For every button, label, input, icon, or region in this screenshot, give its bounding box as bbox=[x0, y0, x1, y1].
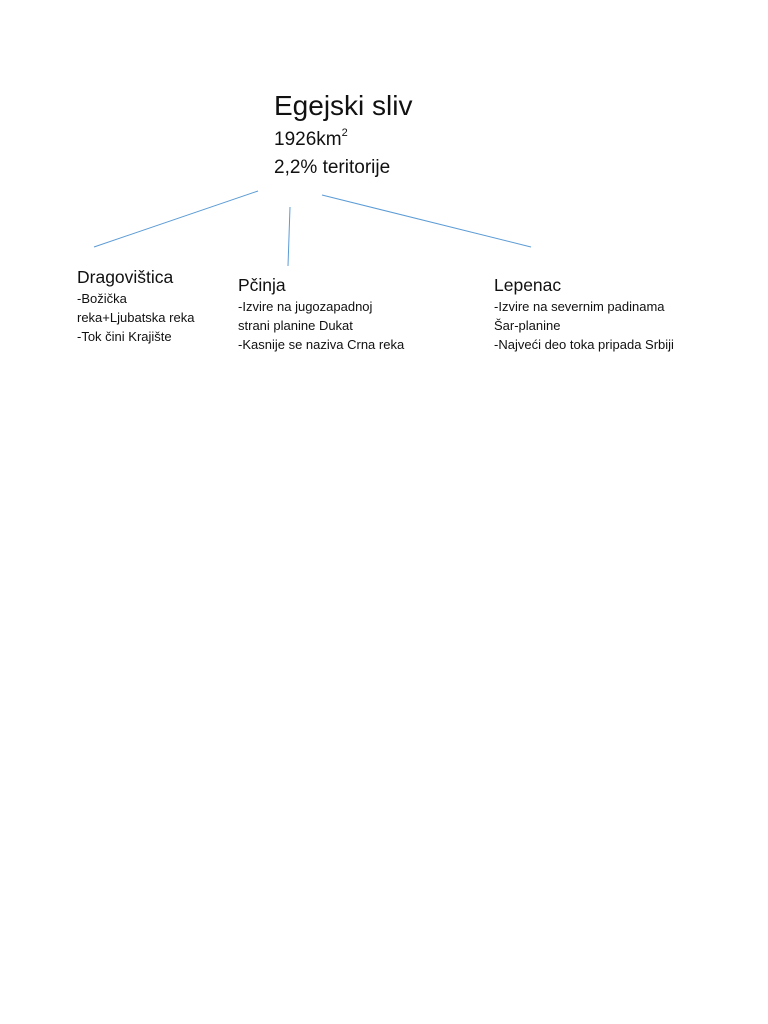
branch-line: reka+Ljubatska reka bbox=[77, 310, 195, 325]
branch-line: strani planine Dukat bbox=[238, 318, 353, 333]
branch-line: -Izvire na severnim padinama bbox=[494, 299, 665, 314]
branch-lepenac bbox=[494, 273, 724, 354]
branch-line: Šar-planine bbox=[494, 318, 561, 333]
branch-title: Lepenac bbox=[494, 275, 562, 295]
branch-title: Dragovištica bbox=[77, 267, 174, 287]
connector-to-lepenac bbox=[322, 195, 531, 247]
root-title: Egejski sliv bbox=[274, 90, 413, 121]
root-area-exponent: 2 bbox=[341, 127, 348, 139]
branch-dragovistica bbox=[77, 265, 212, 346]
root-area-value: 1926km bbox=[274, 129, 342, 150]
root-share: 2,2% teritorije bbox=[274, 157, 391, 178]
root-node bbox=[274, 88, 412, 182]
connector-to-dragovistica bbox=[94, 191, 258, 247]
branch-line: -Izvire na jugozapadnoj bbox=[238, 299, 373, 314]
branch-line: -Kasnije se naziva Crna reka bbox=[238, 337, 405, 352]
root-area bbox=[274, 126, 412, 154]
branch-line: -Božička bbox=[77, 291, 127, 306]
branch-line: -Tok čini Krajište bbox=[77, 329, 172, 344]
branch-title: Pčinja bbox=[238, 275, 286, 295]
connector-to-pcinja bbox=[288, 207, 290, 266]
branch-pcinja bbox=[238, 273, 438, 354]
branch-line: -Najveći deo toka pripada Srbiji bbox=[494, 337, 674, 352]
